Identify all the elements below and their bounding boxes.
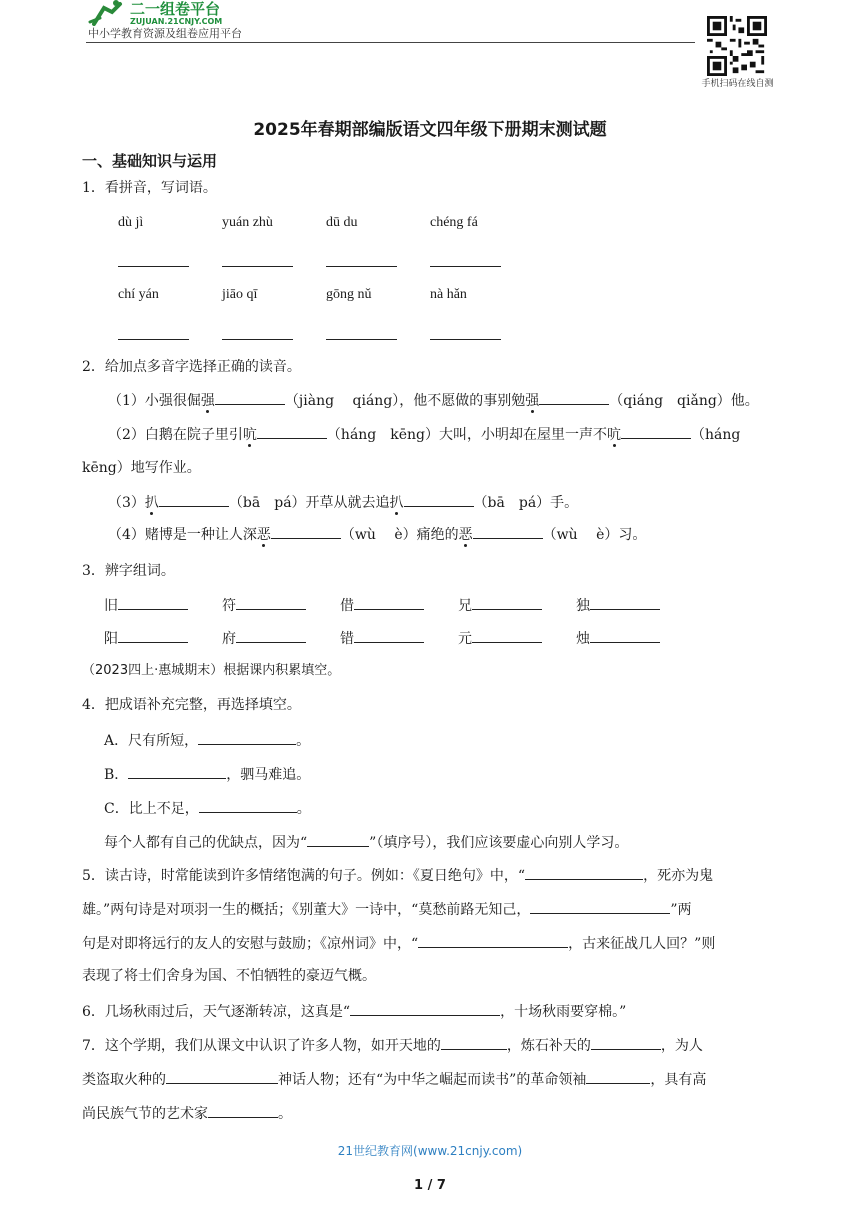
question-7-line-1: 7．这个学期，我们从课文中认识了许多人物，如开天地的 ，炼石补天的 ，为人 — [82, 1034, 703, 1056]
answer-blank[interactable] — [473, 523, 543, 539]
dotted-char: 恶 — [458, 527, 473, 543]
answer-blank[interactable] — [530, 898, 670, 914]
option-c: C．比上不足， 。 — [104, 797, 311, 819]
answer-blank[interactable] — [199, 797, 297, 813]
dotted-char: 扒 — [389, 495, 404, 511]
question-5-line-1: 5．读古诗，时常能读到许多情绪饱满的句子。例如：《夏日绝句》中，“ ，死亦为鬼 — [82, 864, 713, 886]
answer-blank[interactable] — [236, 594, 306, 610]
answer-blank[interactable] — [586, 1068, 650, 1084]
question-4-stem: 4．把成语补充完整，再选择填空。 — [82, 697, 301, 713]
footer-link[interactable]: 21世纪教育网(www.21cnjy.com) — [337, 1144, 523, 1158]
question-5-line-2: 雄。”两句诗是对项羽一生的概括；《别董大》一诗中，“莫愁前路无知己， ”两 — [82, 898, 691, 920]
dotted-char: 恶 — [256, 527, 271, 543]
runner-logo-icon — [86, 0, 286, 26]
question-2-line-2-cont: kēng）地写作业。 — [82, 460, 201, 476]
answer-blank[interactable] — [307, 831, 369, 847]
answer-blank[interactable] — [404, 491, 474, 507]
question-3-stem: 3．辨字组词。 — [82, 563, 175, 579]
answer-blank[interactable] — [198, 729, 296, 745]
dotted-char: 强 — [525, 393, 540, 409]
answer-blank[interactable] — [222, 339, 293, 340]
answer-blank[interactable] — [159, 491, 229, 507]
answer-blank[interactable] — [166, 1068, 278, 1084]
header-subtitle: 中小学教育资源及组卷应用平台 — [88, 27, 242, 40]
section-heading: 一、基础知识与运用 — [82, 152, 218, 170]
qr-caption: 手机扫码在线自测 — [701, 79, 774, 89]
source-note: （2023四上·惠城期末）根据课内积累填空。 — [82, 663, 341, 678]
answer-blank[interactable] — [430, 339, 501, 340]
answer-blank[interactable] — [350, 1000, 500, 1016]
answer-blank[interactable] — [590, 627, 660, 643]
answer-blank[interactable] — [236, 627, 306, 643]
answer-blank[interactable] — [118, 627, 188, 643]
question-2-line-2: （2）白鹅在院子里引吭 （háng kēng）大叫，小明却在屋里一声不吭 （háng — [108, 423, 740, 445]
answer-blank[interactable] — [621, 423, 691, 439]
answer-blank[interactable] — [472, 594, 542, 610]
answer-blank[interactable] — [326, 339, 397, 340]
qr-code-icon[interactable] — [707, 16, 767, 76]
answer-blank[interactable] — [590, 594, 660, 610]
answer-blank[interactable] — [326, 266, 397, 267]
question-4-fill: 每个人都有自己的优缺点，因为“ ”（填序号），我们应该要虚心向别人学习。 — [104, 831, 628, 853]
dotted-char: 吭 — [242, 427, 257, 443]
dotted-char: 强 — [200, 393, 215, 409]
answer-blank[interactable] — [222, 266, 293, 267]
pinyin-1-4: chéng fá — [430, 215, 478, 230]
answer-blank[interactable] — [539, 389, 609, 405]
answer-blank[interactable] — [257, 423, 327, 439]
pinyin-2-4: nà hǎn — [430, 287, 467, 302]
pinyin-1-3: dū du — [326, 215, 358, 230]
question-2-line-4: （4）赌博是一种让人深恶 （wù è）痛绝的恶 （wù è）习。 — [108, 523, 646, 545]
answer-blank[interactable] — [354, 594, 424, 610]
question-2-stem: 2．给加点多音字选择正确的读音。 — [82, 359, 301, 375]
answer-blank[interactable] — [354, 627, 424, 643]
answer-blank[interactable] — [525, 864, 643, 880]
answer-blank[interactable] — [128, 763, 226, 779]
pinyin-2-3: gōng nǔ — [326, 287, 372, 302]
char-group-row-1: 旧 符 借 兄 独 — [104, 594, 660, 616]
logo-text: 二一组卷平台 — [130, 0, 221, 18]
question-7-line-3: 尚民族气节的艺术家 。 — [82, 1102, 292, 1124]
answer-blank[interactable] — [118, 266, 189, 267]
answer-blank[interactable] — [441, 1034, 507, 1050]
question-1-stem: 1．看拼音，写词语。 — [82, 180, 217, 196]
question-5-line-4: 表现了将士们舍身为国、不怕牺牲的豪迈气概。 — [82, 968, 376, 984]
pinyin-2-2: jiāo qī — [222, 287, 258, 302]
answer-blank[interactable] — [418, 932, 568, 948]
answer-blank[interactable] — [118, 339, 189, 340]
pinyin-1-1: dù jì — [118, 215, 144, 230]
answer-blank[interactable] — [472, 627, 542, 643]
page-title: 2025年春期部编版语文四年级下册期末测试题 — [253, 120, 607, 140]
answer-blank[interactable] — [215, 389, 285, 405]
question-2-line-1: （1）小强很倔强 （jiàng qiáng），他不愿做的事别勉强 （qiáng qiǎng）他。 — [108, 389, 759, 411]
answer-blank[interactable] — [208, 1102, 278, 1118]
answer-blank[interactable] — [118, 594, 188, 610]
question-7-line-2: 类盗取火种的 神话人物；还有“为中华之崛起而读书”的革命领袖 ，具有高 — [82, 1068, 706, 1090]
option-b: B． ，驷马难追。 — [104, 763, 310, 785]
question-5-line-3: 句是对即将远行的友人的安慰与鼓励；《凉州词》中，“ ，古来征战几人回？”则 — [82, 932, 715, 954]
dotted-char: 吭 — [607, 427, 622, 443]
answer-blank[interactable] — [591, 1034, 661, 1050]
question-2-line-3: （3）扒 （bā pá）开草从就去追扒 （bā pá）手。 — [108, 491, 578, 513]
dotted-char: 扒 — [144, 495, 159, 511]
pinyin-1-2: yuán zhù — [222, 215, 273, 230]
pinyin-2-1: chí yán — [118, 287, 159, 302]
option-a: A．尺有所短， 。 — [104, 729, 310, 751]
question-6: 6．几场秋雨过后，天气逐渐转凉，这真是“ ，十场秋雨要穿棉。” — [82, 1000, 626, 1022]
page-number: 1 / 7 — [414, 1178, 446, 1193]
answer-blank[interactable] — [271, 523, 341, 539]
header-divider — [86, 42, 695, 43]
answer-blank[interactable] — [430, 266, 501, 267]
logo-url: ZUJUAN.21CNJY.COM — [130, 17, 223, 26]
char-group-row-2: 阳 府 错 元 烛 — [104, 627, 660, 649]
